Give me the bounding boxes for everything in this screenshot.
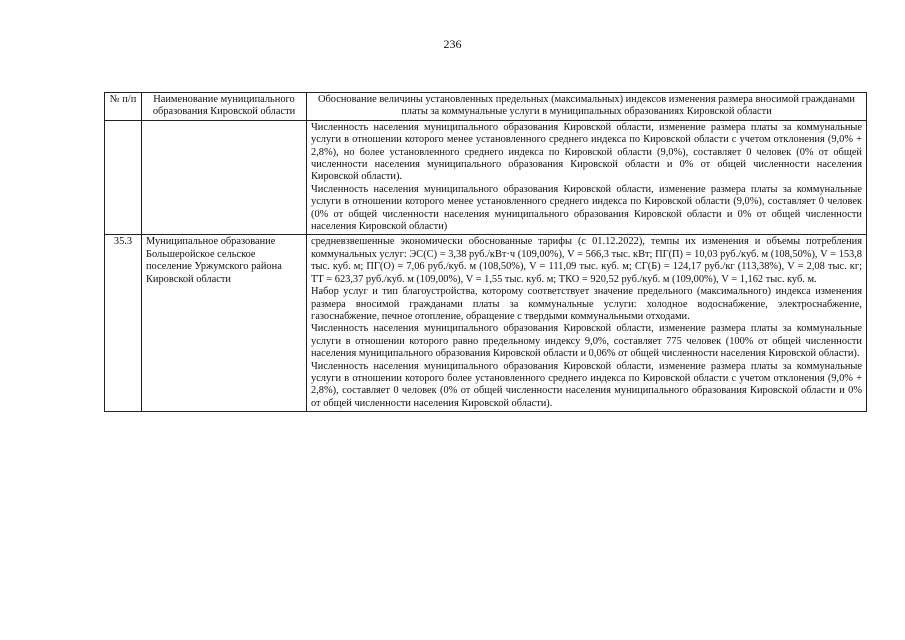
header-municipality-name: Наименование муниципального образования Кировской области	[142, 93, 307, 121]
table-header-row	[105, 93, 867, 121]
tariff-table	[104, 92, 867, 412]
basis-text	[307, 235, 867, 412]
basis-paragraph: Численность населения муниципального образования Кировской области, изменение размера платы за коммунальные услуги в отношении которого равно предельному индексу 9,0%, составляет 775 человек (100% от общей численности населения муниципального образования Кировской области и 0,06% от общей численности населения Кировской области).	[311, 323, 862, 360]
municipality-name	[142, 120, 307, 235]
table-row	[105, 235, 867, 412]
row-number	[105, 120, 142, 235]
table-row	[105, 120, 867, 235]
page-number: 236	[443, 37, 462, 51]
basis-paragraph: средневзвешенные экономически обоснованные тарифы (с 01.12.2022), темпы их изменения и объемы потребления коммунальных услуг: ЭС(С) = 3,38 руб./кВт·ч (109,00%), V = 566,3 тыс. кВт; ПГ(П) = 10,03 руб./куб. м (108,50%), V = 153,8 тыс. куб. м; ПГ(О) = 7,06 руб./куб. м (108,50%), V = 111,09 тыс. куб. м; СГ(Б) = 124,17 руб./кг (113,38%), V = 2,08 тыс. кг; ТТ = 623,37 руб./куб. м (109,00%), V = 1,55 тыс. куб. м; ТКО = 920,52 руб./куб. м (109,00%), V = 1,162 тыс. куб. м.	[311, 236, 862, 285]
basis-paragraph: Численность населения муниципального образования Кировской области, изменение размера платы за коммунальные услуги в отношении которого более установленного среднего индекса по Кировской области с учетом отклонения (9,0% + 2,8%), составляет 0 человек (0% от общей численности населения муниципального образования Кировской области и 0% от общей численности населения Кировской области).	[311, 360, 862, 409]
header-number: № п/п	[105, 93, 142, 121]
basis-paragraph: Численность населения муниципального образования Кировской области, изменение размера платы за коммунальные услуги в отношении которого менее установленного среднего индекса по Кировской области (9,0%), составляет 0 человек (0% от общей численности населения муниципального образования Кировской области и 0% от общей численности населения Кировской области)	[311, 183, 862, 233]
header-basis: Обоснование величины установленных предельных (максимальных) индексов изменения размера вносимой гражданами платы за коммунальные услуги в муниципальных образованиях Кировской области	[307, 93, 867, 121]
basis-paragraph: Численность населения муниципального образования Кировской области, изменение размера платы за коммунальные услуги в отношении которого менее установленного среднего индекса по Кировской области с учетом отклонения (9,0% + 2,8%), но более установленного среднего индекса по Кировской области (9,0%), составляет 0 человек (0% от общей численности населения муниципального образования Кировской области и 0% от общей численности населения Кировской области).	[311, 121, 862, 183]
basis-paragraph: Набор услуг и тип благоустройства, которому соответствует значение предельного (максимального) индекса изменения размера вносимой гражданами платы за коммунальные услуги: холодное водоснабжение, электроснабжение, газоснабжение, печное отопление, обращение с твердыми коммунальными отходами.	[311, 286, 862, 322]
basis-text	[307, 120, 867, 235]
municipality-name: Муниципальное образование Большеройское сельское поселение Уржумского района Кировской области	[142, 235, 307, 412]
row-number: 35.3	[105, 235, 142, 412]
